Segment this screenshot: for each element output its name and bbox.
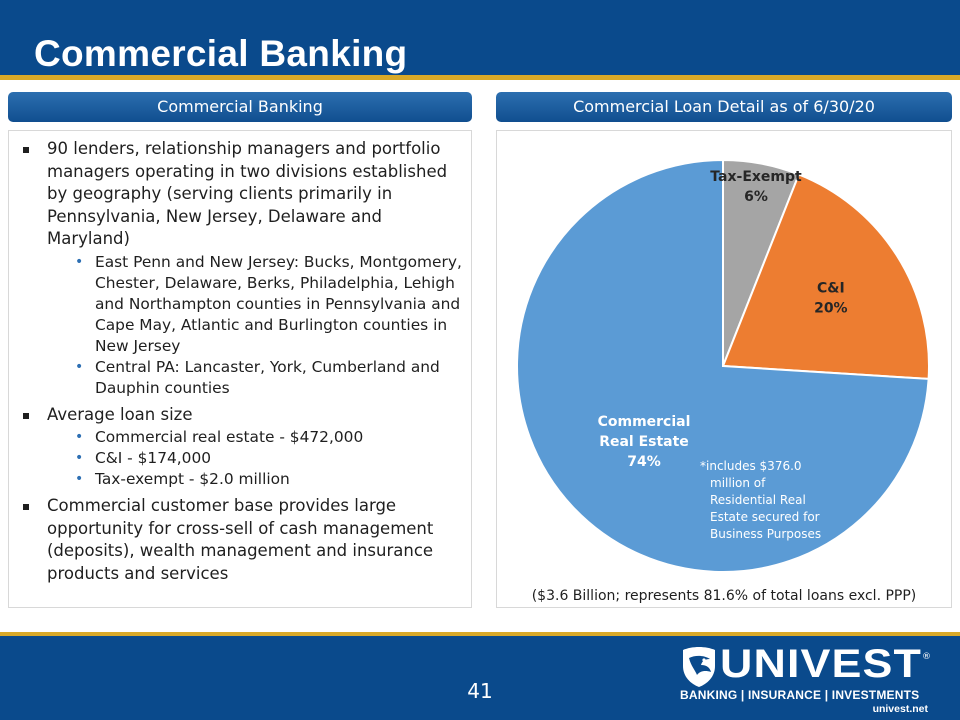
pie-slice-label: Tax-Exempt 6% [710, 169, 802, 205]
brand-url: univest.net [872, 703, 928, 715]
sub-bullet-list [47, 252, 465, 399]
bullet-text: Average loan size [47, 404, 193, 424]
footer-accent-line [0, 632, 960, 636]
univest-logo [680, 642, 938, 715]
commercial-loan-pie-chart [496, 130, 952, 588]
sub-bullet-item: • Commercial real estate - $472,000 [9, 427, 465, 448]
bullet-item [9, 495, 465, 585]
sub-bullet-item: • Tax-exempt - $2.0 million [9, 469, 465, 490]
page-number: 41 [467, 679, 493, 703]
bullet-item [9, 404, 465, 491]
title-bar-accent-line [0, 75, 960, 80]
pie-slice-label: Commercial Real Estate 74% [597, 414, 691, 470]
registered-mark: ® [922, 652, 931, 662]
sub-bullet-list [47, 427, 465, 490]
bullet-text: 90 lenders, relationship managers and portfolio managers operating in two divisions established by geography (serving clients primarily in Pennsylvania, New Jersey, Delaware and Maryland) [47, 139, 448, 248]
eagle-logo-icon [680, 646, 718, 688]
sub-bullet-item: • East Penn and New Jersey: Bucks, Montgomery, Chester, Delaware, Berks, Philadelphia, Lehigh and Northampton counties in Pennsylvania and Cape May, Atlantic and Burlington counties in New Jersey [9, 252, 465, 357]
chart-footnote: ($3.6 Billion; represents 81.6% of total loans excl. PPP) [531, 588, 917, 604]
brand-tagline: BANKING | INSURANCE | INVESTMENTS [680, 688, 920, 702]
bullet-item [9, 138, 465, 399]
bullet-text: Commercial customer base provides large opportunity for cross-sell of cash management (deposits), wealth management and insurance products and services [47, 496, 434, 583]
sub-bullet-item: • C&I - $174,000 [9, 448, 465, 469]
chart-annotation: *includes $376.0 million of Residential Real Estate secured for Business Purposes [700, 459, 822, 541]
bullet-list [9, 131, 471, 585]
right-section-header: Commercial Loan Detail as of 6/30/20 [496, 92, 952, 122]
pie-slice-label: C&I 20% [814, 280, 848, 317]
brand-name: UNIVEST [720, 642, 923, 686]
left-section-header: Commercial Banking [8, 92, 472, 122]
page-title: Commercial Banking [34, 33, 408, 74]
commercial-banking-panel [8, 130, 472, 608]
sub-bullet-item: • Central PA: Lancaster, York, Cumberland and Dauphin counties [9, 357, 465, 399]
